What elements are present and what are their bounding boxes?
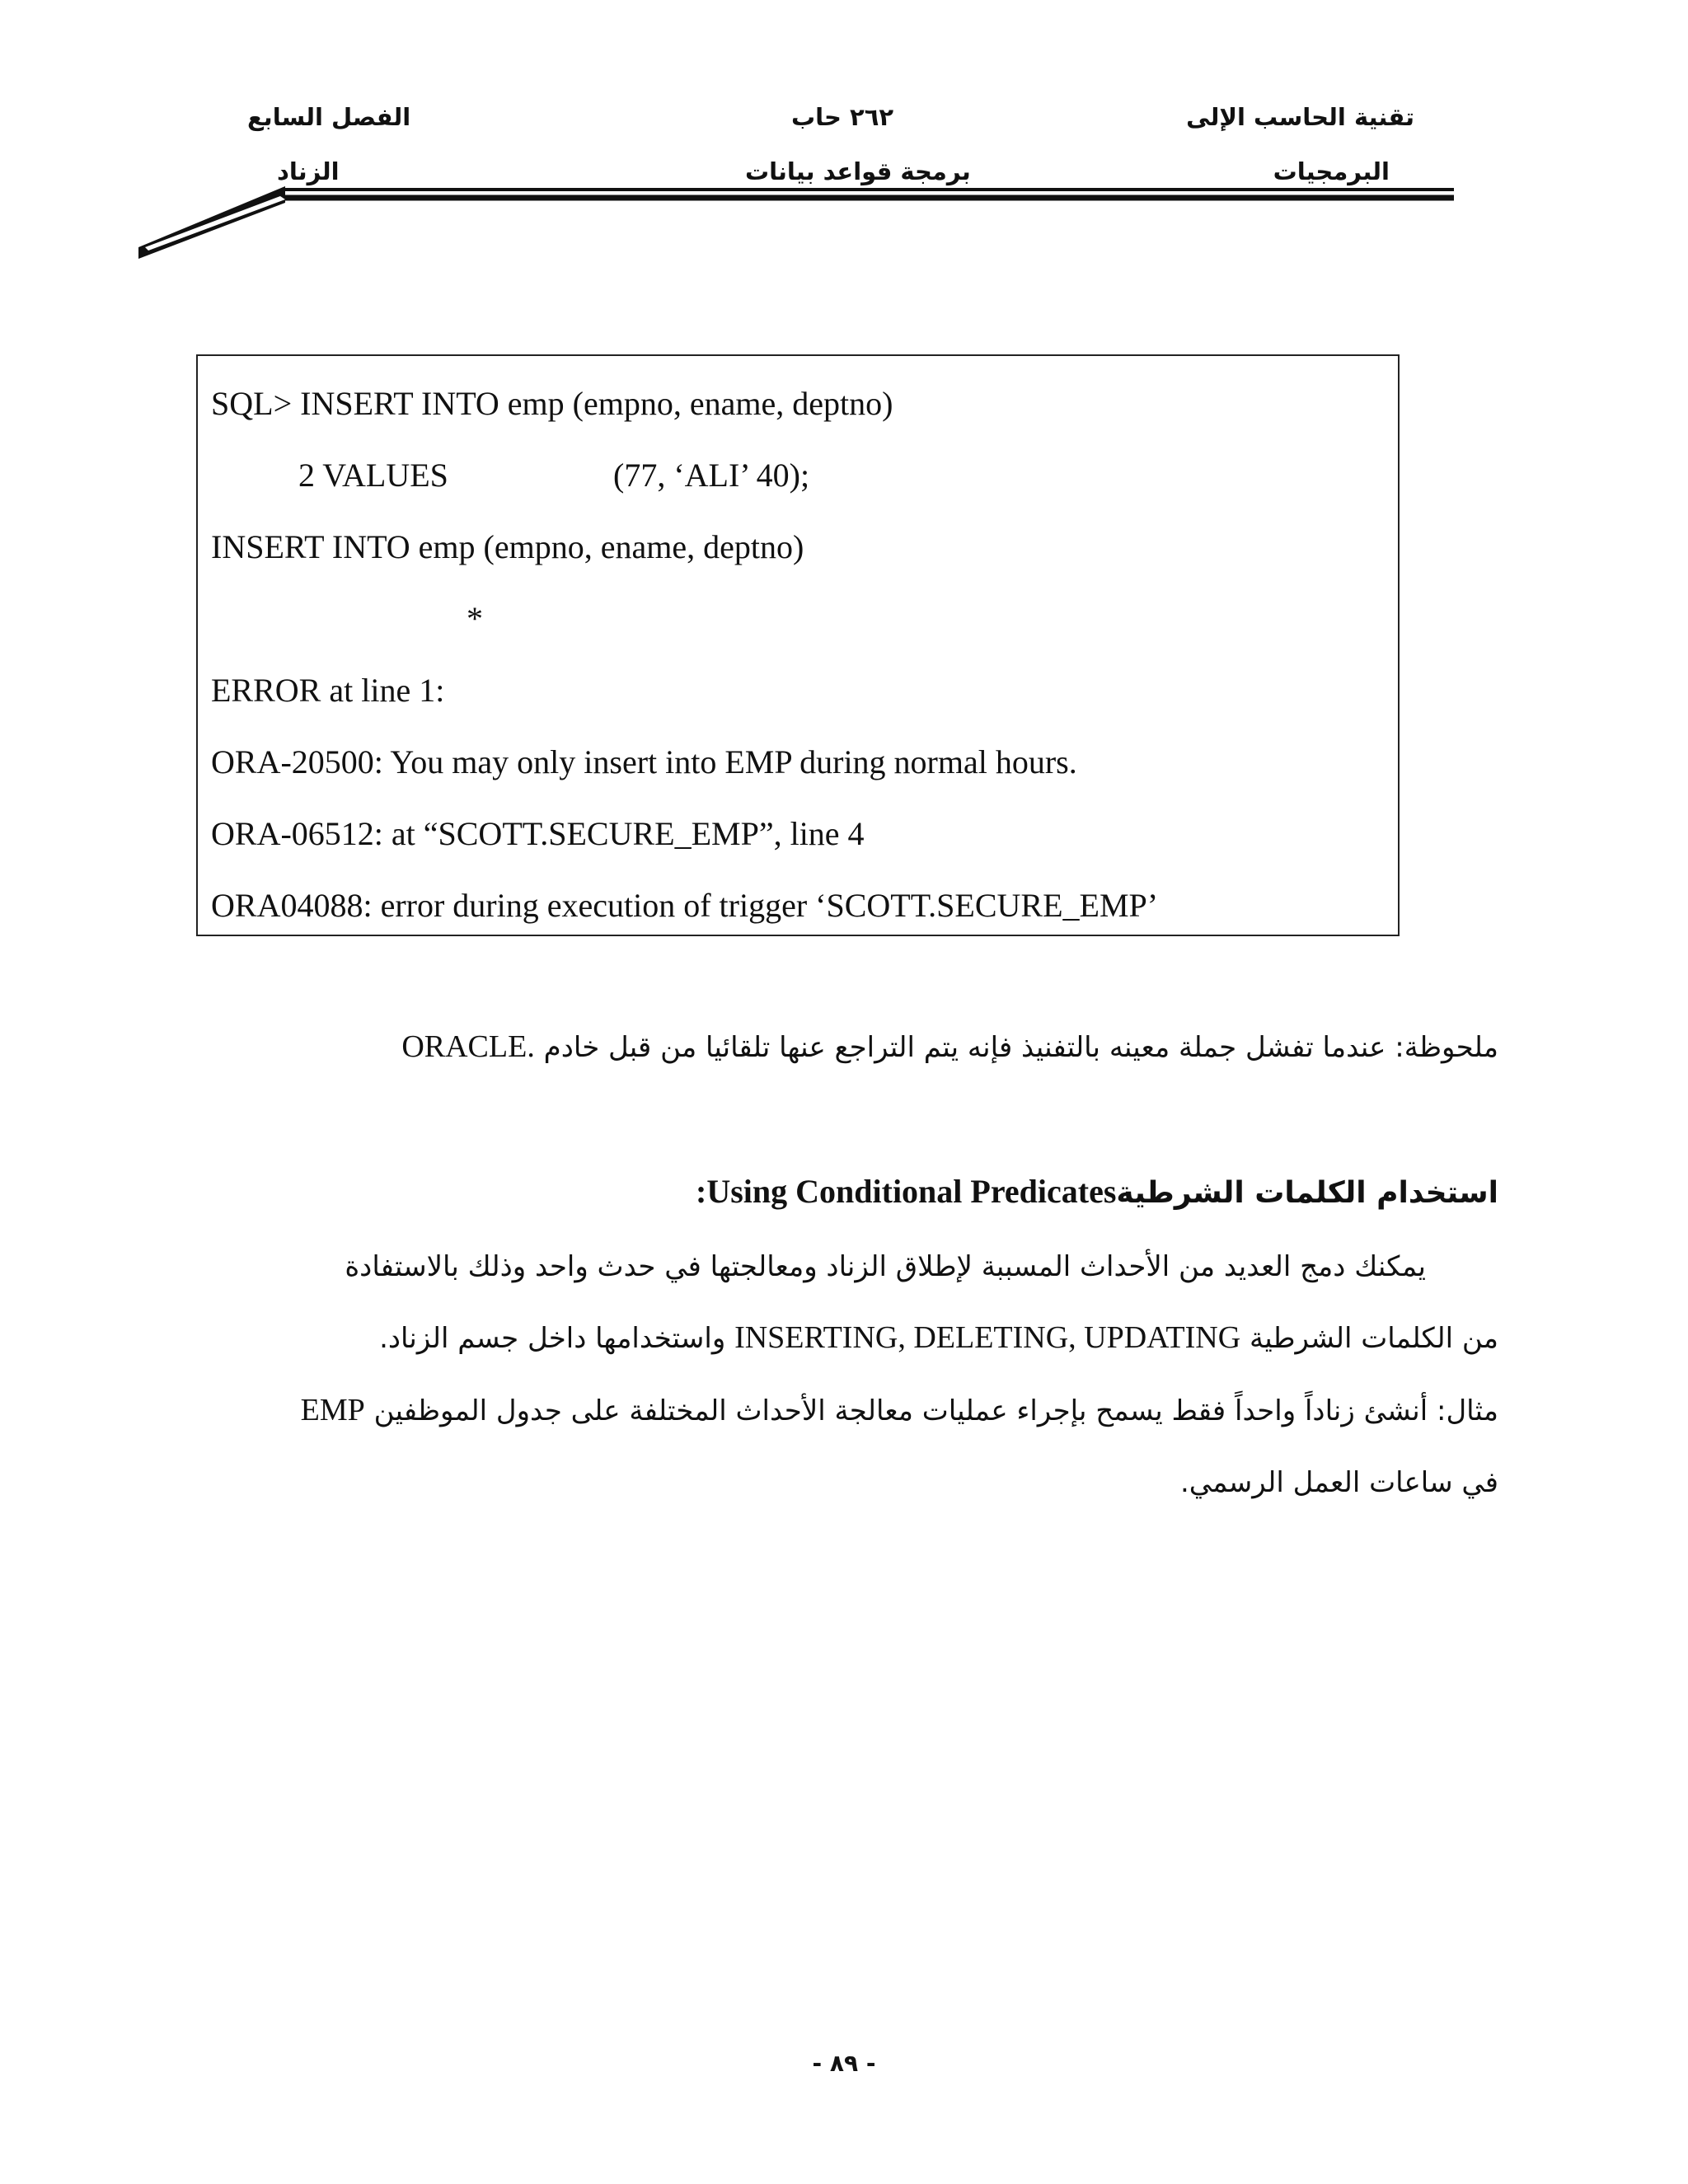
paragraph-line-2 [379, 1317, 1498, 1359]
paragraph-line-3-en: EMP [300, 1393, 365, 1427]
note-paragraph [401, 1026, 1498, 1068]
code-line-3: INSERT INTO emp (empno, ename, deptno) [211, 528, 804, 565]
paragraph-line-2-ar-b: واستخدامها داخل جسم الزناد. [379, 1322, 726, 1355]
section-title-en: Using Conditional Predicates [706, 1173, 1117, 1210]
section-title-ar: استخدام الكلمات الشرطية [1116, 1176, 1498, 1210]
section-title-colon: : [687, 1173, 707, 1210]
code-line-2-tuple: (77, ‘ALI’ 40); [613, 457, 810, 494]
paragraph-line-3-ar: مثال: أنشئ زناداً واحداً فقط يسمح بإجراء عمليات معالجة الأحداث المختلفة على جدول الموظفين [373, 1394, 1498, 1427]
note-text-en: ORACLE. [401, 1029, 535, 1064]
section-title [687, 1170, 1498, 1215]
code-line-2-values: 2 VALUES [298, 457, 448, 494]
code-line-4-marker: * [467, 600, 483, 637]
header-rule [0, 0, 1688, 280]
header-left-bottom: الزناد [277, 157, 340, 185]
paragraph-line-1: يمكنك دمج العديد من الأحداث المسببة لإطلاق الزناد ومعالجتها في حدث واحد وذلك بالاستفادة [345, 1250, 1426, 1283]
code-line-1: SQL> INSERT INTO emp (empno, ename, deptno) [211, 385, 893, 422]
code-line-7: ORA-06512: at “SCOTT.SECURE_EMP”, line 4 [211, 815, 865, 852]
header-center-bottom: برمجة قواعد بيانات [745, 157, 971, 185]
code-line-5: ERROR at line 1: [211, 672, 445, 709]
header-center-top: ٢٦٢ حاب [791, 103, 894, 131]
header-left-top: الفصل السابع [247, 103, 411, 131]
paragraph-line-2-keywords: INSERTING, DELETING, UPDATING [734, 1320, 1241, 1355]
paragraph-line-4: في ساعات العمل الرسمي. [1180, 1466, 1498, 1499]
code-line-8: ORA04088: error during execution of trigger ‘SCOTT.SECURE_EMP’ [211, 887, 1159, 924]
code-line-6: ORA-20500: You may only insert into EMP during normal hours. [211, 743, 1077, 780]
paragraph-line-2-ar-a: من الكلمات الشرطية [1249, 1322, 1498, 1355]
header-right-top: تقنية الحاسب الإلى [1186, 103, 1414, 131]
paragraph-line-3 [301, 1390, 1498, 1432]
header-right-bottom: البرمجيات [1273, 157, 1390, 185]
sql-output-box [196, 354, 1400, 936]
page-number: - ٨٩ - [812, 2050, 876, 2077]
note-text-ar: ملحوظة: عندما تفشل جملة معينه بالتفنيذ فإنه يتم التراجع عنها تلقائيا من قبل خادم [543, 1031, 1498, 1064]
